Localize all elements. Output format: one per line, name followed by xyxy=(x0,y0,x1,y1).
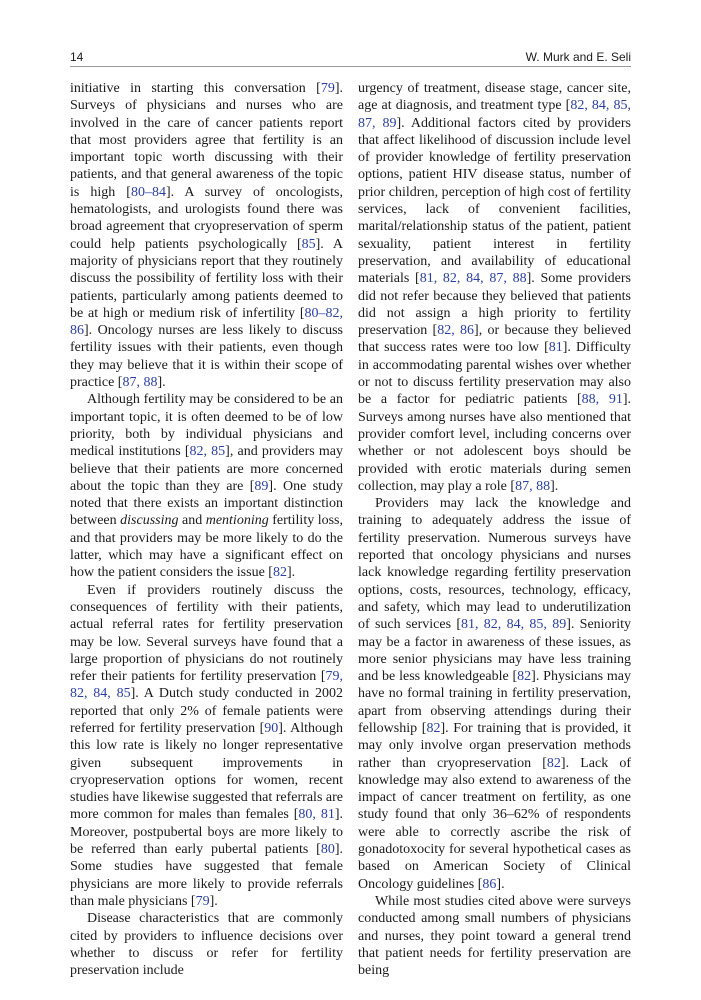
citation-link[interactable]: 80–84 xyxy=(130,184,166,200)
citation-link[interactable]: 82, 84, 85, 87, 89 xyxy=(358,98,632,131)
body-paragraph xyxy=(358,80,631,495)
body-text: ]. Physicians may have no formal training in fertility preservation, apart from observing attendings during their fellowship [ xyxy=(358,669,631,736)
page-number: 14 xyxy=(70,50,84,64)
citation-link[interactable]: 87, 88 xyxy=(122,375,158,391)
body-text: Disease characteristics that are commonly cited by providers to influence decisions over whether to discuss or refer for fertility preservation include xyxy=(70,911,343,979)
running-head-authors: W. Murk and E. Seli xyxy=(525,50,631,64)
running-header xyxy=(70,46,631,64)
body-text: Even if providers routinely discuss the consequences of fertility with their patients, actual referral rates for fertility preservation may be low. Several surveys have found that a large proportion of physicians do not routinely refer their patients for fertility preservation [ xyxy=(70,582,343,685)
citation-link[interactable]: 82, 86 xyxy=(437,323,475,339)
citation-link[interactable]: 79, 82, 84, 85 xyxy=(70,669,343,702)
body-text: ]. Surveys among nurses have also mentioned that provider comfort level, including concerns over whether or not adolescent boys should be provided with erotic materials during semen collection, may play a role [ xyxy=(358,392,632,494)
body-text: ]. Difficulty in accommodating parental wishes over whether or not to discuss fertility preservation may also be a factor for pediatric patients [ xyxy=(358,340,631,408)
body-text: fertility loss, and that providers may be more likely to do the latter, which may have a significant effect on how the patient considers the issue [ xyxy=(70,513,343,581)
emphasized-term: mentioning xyxy=(205,513,269,529)
citation-link[interactable]: 80, 81 xyxy=(298,807,335,823)
body-text: ]. Moreover, postpubertal boys are more likely to be referred than early pubertal patients [ xyxy=(70,807,343,858)
body-text: ]. Seniority may be a factor in awareness of these issues, as more senior physicians may have less training and be less knowledgeable [ xyxy=(358,617,631,685)
body-text: ]. Oncology nurses are less likely to discuss fertility issues with their patients, even though they may believe that it is within their scope of practice [ xyxy=(70,323,343,391)
citation-link[interactable]: 82 xyxy=(272,565,287,581)
body-paragraph xyxy=(70,910,343,979)
citation-link[interactable]: 89 xyxy=(254,478,269,494)
citation-link[interactable]: 79 xyxy=(320,81,335,96)
body-text: ]. A majority of physicians report that they routinely discuss the possibility of fertility loss with their patients, particularly among patients deemed to be at high or medium risk of infertility [ xyxy=(70,236,344,321)
citation-link[interactable]: 79 xyxy=(195,893,210,909)
header-rule xyxy=(70,66,631,67)
emphasized-term: discussing xyxy=(120,513,179,529)
body-paragraph xyxy=(358,495,631,893)
body-text: Providers may lack the knowledge and training to adequately address the issue of fertility preservation. Numerous surveys have reported that oncology physicians and nurses lack knowledge regarding fertility preservation options, costs, resources, technology, efficacy, and safety, which may lead to underutilization of such services [ xyxy=(358,496,631,633)
body-text: ], and providers may believe that their patients are more concerned about the topic than they are [ xyxy=(70,444,343,494)
citation-link[interactable]: 82 xyxy=(426,720,441,736)
body-text: Although fertility may be considered to be an important topic, it is often deemed to be of low priority, both by individual physicians and medical institutions [ xyxy=(70,392,343,460)
citation-link[interactable]: 80 xyxy=(320,842,335,858)
body-text: urgency of treatment, disease stage, cancer site, age at diagnosis, and treatment type [ xyxy=(358,81,631,114)
body-text: ]. Additional factors cited by providers that affect likelihood of discussion include level of provider knowledge of fertility preservation options, patient HIV disease status, number of prior children, perception of high cost of fertility services, lack of convenient facilities, marital/relationship status of the patient, patient sexuality, patient interest in fertility preservation, and availability of educational materials [ xyxy=(358,115,631,287)
citation-link[interactable]: 81, 82, 84, 87, 88 xyxy=(419,271,527,287)
citation-link[interactable]: 90 xyxy=(264,720,279,736)
body-text: ]. xyxy=(286,565,296,581)
citation-link[interactable]: 81 xyxy=(548,340,563,356)
body-paragraph xyxy=(70,80,343,391)
body-paragraph xyxy=(70,391,343,581)
body-text: ]. For training that is provided, it may only involve organ preservation methods rather than cryopreservation [ xyxy=(358,720,631,771)
body-text: ], or because they believed that success rates were too low [ xyxy=(358,323,632,356)
citation-link[interactable]: 82 xyxy=(546,755,561,771)
citation-link[interactable]: 88, 91 xyxy=(581,392,623,408)
citation-link[interactable]: 82, 85 xyxy=(189,444,226,460)
body-text: ]. xyxy=(157,375,166,391)
citation-link[interactable]: 87, 88 xyxy=(515,478,551,494)
body-text: ]. Although this low rate is likely no longer representative given subsequent improvements in cryopreservation options for women, recent studies have likewise suggested that referrals are more common for males than females [ xyxy=(70,720,343,823)
body-text: ]. A survey of oncologists, hematologists, and urologists found there was broad agreement that cryopreservation of sperm could help patients psychologically [ xyxy=(70,184,344,252)
right-column xyxy=(358,80,631,979)
body-paragraph xyxy=(358,893,631,979)
citation-link[interactable]: 85 xyxy=(301,236,316,252)
body-text: ]. A Dutch study conducted in 2002 reported that only 2% of female patients were referred for fertility preservation [ xyxy=(70,686,344,736)
body-text: ]. xyxy=(209,893,218,909)
body-text: ]. Surveys of physicians and nurses who are involved in the care of cancer patients report that most providers agree that fertility is an important topic worth discussing with their patients, and that general awareness of the topic is high [ xyxy=(70,81,343,200)
body-text: ]. xyxy=(496,876,505,892)
body-text: ]. Lack of knowledge may also extend to awareness of the impact of cancer treatment on fertility, as one study found that only 36–62% of respondents were able to correctly ascribe the risk of gonadotoxocity for several hypothetical cases as based on American Society of Clinical Oncology guidelines [ xyxy=(358,755,631,892)
body-text: ]. Some providers did not refer because they believed that patients did not assign a high priority to fertility preservation [ xyxy=(358,271,631,339)
citation-link[interactable]: 82 xyxy=(517,669,532,685)
left-column xyxy=(70,80,343,979)
body-text: ]. Some studies have suggested that female physicians are more likely to provide referrals than male physicians [ xyxy=(70,842,343,909)
citation-link[interactable]: 81, 82, 84, 85, 89 xyxy=(460,617,567,633)
citation-link[interactable]: 80–82, 86 xyxy=(70,305,343,339)
body-text: While most studies cited above were surveys conducted among small numbers of physicians and nurses, they point toward a general trend that patient needs for fertility preservation are being xyxy=(358,893,631,979)
body-paragraph xyxy=(70,582,343,911)
citation-link[interactable]: 86 xyxy=(482,876,497,892)
body-text: ]. One study noted that there exists an important distinction between xyxy=(70,478,343,529)
body-text: initiative in starting this conversation [ xyxy=(70,81,321,96)
body-text: ]. xyxy=(550,478,559,494)
body-text: and xyxy=(178,513,206,529)
